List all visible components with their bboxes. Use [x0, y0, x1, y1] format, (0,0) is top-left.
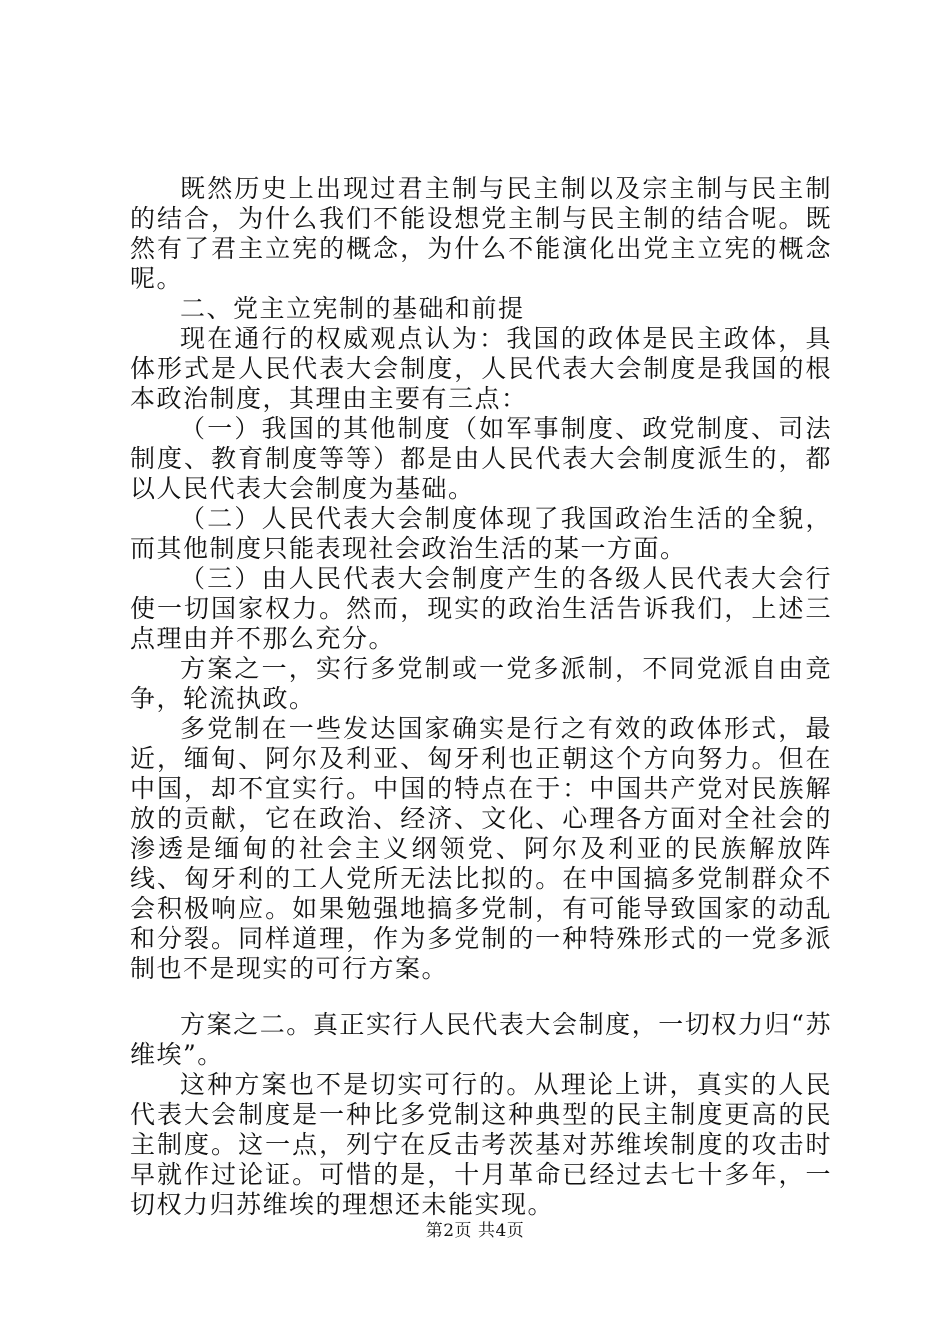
paragraph-4: （二）人民代表大会制度体现了我国政治生活的全貌，而其他制度只能表现社会政治生活的某一方面。 [130, 504, 832, 563]
paragraph-2: 现在通行的权威观点认为：我国的政体是民主政体，具体形式是人民代表大会制度，人民代表大会制度是我国的根本政治制度，其理由主要有三点： [130, 324, 832, 413]
paragraph-5: （三）由人民代表大会制度产生的各级人民代表大会行使一切国家权力。然而，现实的政治生活告诉我们，上述三点理由并不那么充分。 [130, 564, 832, 653]
paragraph-1: 既然历史上出现过君主制与民主制以及宗主制与民主制的结合，为什么我们不能设想党主制与民主制的结合呢。既然有了君主立宪的概念，为什么不能演化出党主立宪的概念呢。 [130, 174, 832, 293]
paragraph-3: （一）我国的其他制度（如军事制度、政党制度、司法制度、教育制度等等）都是由人民代表大会制度派生的，都以人民代表大会制度为基础。 [130, 414, 832, 503]
paragraph-6: 方案之一，实行多党制或一党多派制，不同党派自由竞争，轮流执政。 [130, 654, 832, 713]
page-footer: 第2页 共4页 [425, 1221, 525, 1241]
document-body [130, 174, 832, 1220]
paragraph-9: 这种方案也不是切实可行的。从理论上讲，真实的人民代表大会制度是一种比多党制这种典型的民主制度更高的民主制度。这一点，列宁在反击考茨基对苏维埃制度的攻击时早就作过论证。可惜的是，十月革命已经过去七十多年，一切权力归苏维埃的理想还未能实现。 [130, 1070, 832, 1219]
paragraph-7: 多党制在一些发达国家确实是行之有效的政体形式，最近，缅甸、阿尔及利亚、匈牙利也正朝这个方向努力。但在中国，却不宜实行。中国的特点在于：中国共产党对民族解放的贡献，它在政治、经济、文化、心理各方面对全社会的渗透是缅甸的社会主义纲领党、阿尔及利亚的民族解放阵线、匈牙利的工人党所无法比拟的。在中国搞多党制群众不会积极响应。如果勉强地搞多党制，有可能导致国家的动乱和分裂。同样道理，作为多党制的一种特殊形式的一党多派制也不是现实的可行方案。 [130, 714, 832, 983]
section-heading: 二、党主立宪制的基础和前提 [180, 294, 525, 323]
paragraph-8: 方案之二。真正实行人民代表大会制度，一切权力归“苏维埃”。 [130, 1010, 832, 1069]
